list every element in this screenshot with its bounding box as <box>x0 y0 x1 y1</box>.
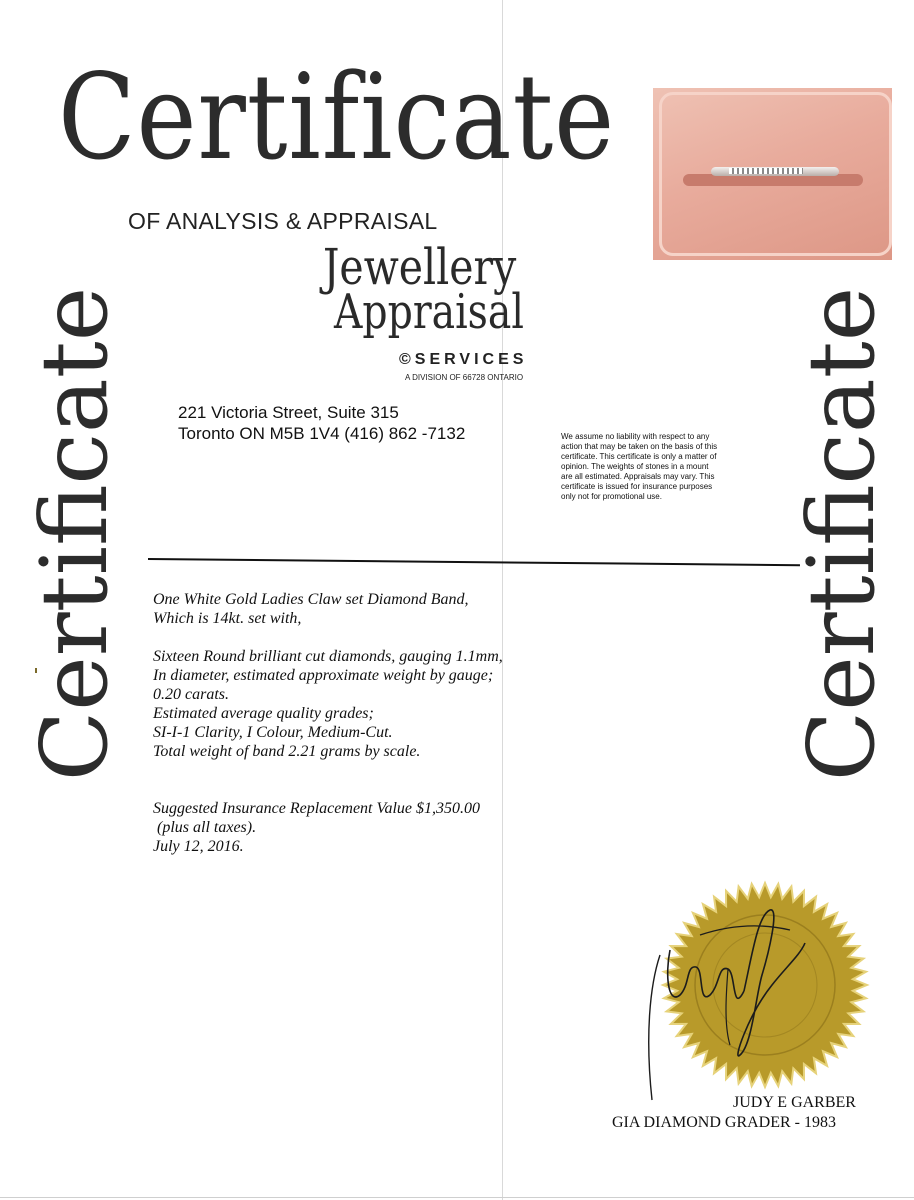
logo-services: ©SERVICES <box>399 351 528 368</box>
disclaimer-line: only not for promotional use. <box>561 492 662 501</box>
description-line: 0.20 carats. <box>153 686 229 703</box>
disclaimer-line: opinion. The weights of stones in a mount <box>561 462 709 471</box>
item-description <box>153 590 503 875</box>
disclaimer-line: certificate. This certificate is only a matter of <box>561 452 717 461</box>
ring-photo <box>653 88 892 260</box>
item-paragraph <box>153 590 503 628</box>
handwritten-signature <box>640 895 810 1105</box>
description-line: In diameter, estimated approximate weight by gauge; <box>153 667 494 684</box>
side-title-right: Certificate <box>788 286 895 782</box>
description-line: Which is 14kt. set with, <box>153 610 302 627</box>
logo-division: A DIVISION OF 66728 ONTARIO <box>405 373 524 382</box>
valuation-line: (plus all taxes). <box>153 819 257 836</box>
certificate-title: Certificate <box>58 48 616 186</box>
appraisal-date: July 12, 2016. <box>153 838 244 855</box>
ring-diamonds <box>729 168 803 174</box>
description-line: Sixteen Round brilliant cut diamonds, gauging 1.1mm, <box>153 648 503 665</box>
description-line: Total weight of band 2.21 grams by scale. <box>153 743 421 760</box>
spacer <box>153 780 503 799</box>
logo-jewellery: Jewellery <box>323 238 517 296</box>
grader-name: JUDY E GARBER <box>733 1094 856 1111</box>
divider-line <box>148 558 800 566</box>
disclaimer-line: We assume no liability with respect to any <box>561 432 710 441</box>
stones-paragraph <box>153 647 503 761</box>
logo-appraisal: Appraisal <box>334 284 524 340</box>
page-bottom-edge <box>0 1197 914 1198</box>
disclaimer-line: action that may be taken on the basis of this <box>561 442 718 451</box>
description-line: SI-I-1 Clarity, I Colour, Medium-Cut. <box>153 724 393 741</box>
description-line: One White Gold Ladies Claw set Diamond Band, <box>153 591 469 608</box>
address-block <box>178 402 465 444</box>
valuation-paragraph <box>153 799 503 856</box>
grader-title: GIA DIAMOND GRADER - 1983 <box>612 1114 836 1131</box>
certificate-subtitle: OF ANALYSIS & APPRAISAL <box>128 208 438 234</box>
disclaimer-line: certificate is issued for insurance purposes <box>561 482 713 491</box>
valuation-line: Suggested Insurance Replacement Value $1,350.00 <box>153 800 481 817</box>
address-line-1: 221 Victoria Street, Suite 315 <box>178 403 399 422</box>
side-title-left: Certificate <box>21 286 128 782</box>
disclaimer-line: are all estimated. Appraisals may vary. This <box>561 472 715 481</box>
description-line: Estimated average quality grades; <box>153 705 374 722</box>
liability-disclaimer <box>561 432 781 502</box>
address-line-2: Toronto ON M5B 1V4 (416) 862 -7132 <box>178 424 466 443</box>
